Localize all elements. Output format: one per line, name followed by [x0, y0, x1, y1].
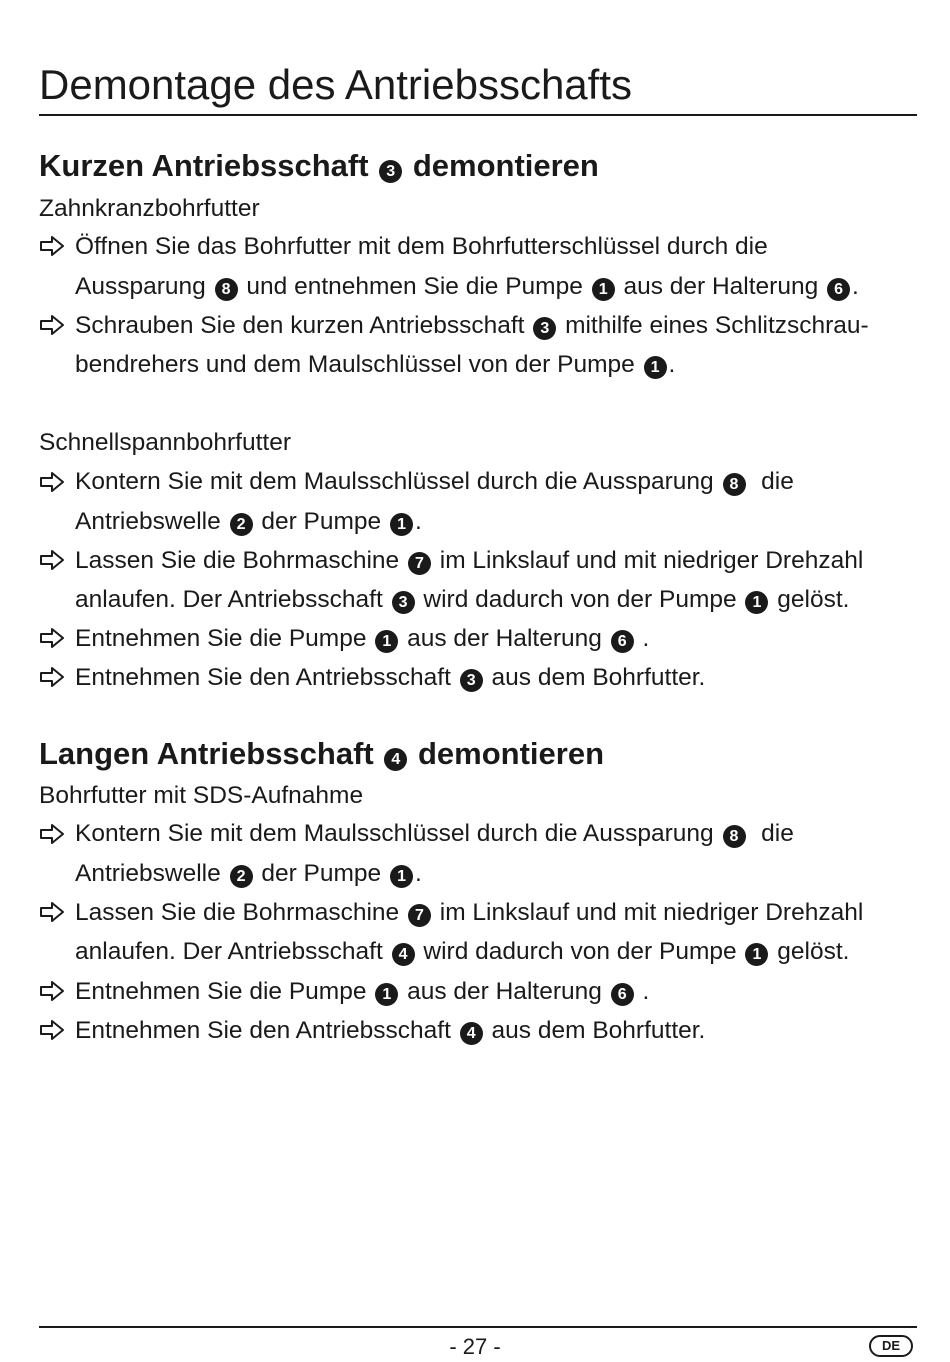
ref-number-badge: 1 — [592, 278, 615, 301]
instruction-line: Antriebswelle 2 der Pumpe 1 . — [75, 860, 422, 887]
section-heading-long-shaft: Langen Antriebsschaft 4 demontieren — [39, 736, 605, 771]
ref-number-badge: 7 — [408, 552, 431, 575]
instruction-line: Entnehmen Sie die Pumpe 1 aus der Halterung 6 . — [75, 978, 650, 1005]
arrow-right-icon — [39, 548, 65, 572]
ref-number-badge: 3 — [379, 160, 402, 183]
subheading-quick-chuck: Schnellspannbohrfutter — [39, 429, 291, 456]
instruction-line: Kontern Sie mit dem Maulsschlüssel durch die Aussparung 8 die — [75, 820, 794, 847]
ref-number-badge: 3 — [392, 591, 415, 614]
instruction-line: Lassen Sie die Bohrmaschine 7 im Linkslauf und mit niedriger Drehzahl — [75, 899, 864, 926]
ref-number-badge: 6 — [827, 278, 850, 301]
instruction-line: anlaufen. Der Antriebsschaft 3 wird dadurch von der Pumpe 1 gelöst. — [75, 586, 850, 613]
arrow-right-icon — [39, 665, 65, 689]
footer-divider — [39, 1326, 917, 1328]
ref-number-badge: 6 — [611, 983, 634, 1006]
ref-number-badge: 8 — [723, 473, 746, 496]
ref-number-badge: 3 — [460, 669, 483, 692]
ref-number-badge: 7 — [408, 904, 431, 927]
arrow-right-icon — [39, 626, 65, 650]
instruction-line: Entnehmen Sie den Antriebsschaft 4 aus dem Bohrfutter. — [75, 1017, 706, 1044]
ref-number-badge: 8 — [723, 825, 746, 848]
arrow-right-icon — [39, 1018, 65, 1042]
ref-number-badge: 1 — [375, 630, 398, 653]
ref-number-badge: 1 — [644, 356, 667, 379]
ref-number-badge: 1 — [745, 943, 768, 966]
instruction-line: Öffnen Sie das Bohrfutter mit dem Bohrfutterschlüssel durch die — [75, 233, 768, 260]
instruction-line: Antriebswelle 2 der Pumpe 1 . — [75, 508, 422, 535]
section-heading-short-shaft: Kurzen Antriebsschaft 3 demontieren — [39, 148, 599, 183]
ref-number-badge: 1 — [390, 865, 413, 888]
ref-number-badge: 4 — [384, 748, 407, 771]
arrow-right-icon — [39, 234, 65, 258]
instruction-line: Entnehmen Sie die Pumpe 1 aus der Halterung 6 . — [75, 625, 650, 652]
arrow-right-icon — [39, 470, 65, 494]
ref-number-badge: 4 — [392, 943, 415, 966]
ref-number-badge: 8 — [215, 278, 238, 301]
page-title: Demontage des Antriebsschafts — [39, 61, 633, 108]
ref-number-badge: 2 — [230, 513, 253, 536]
instruction-line: anlaufen. Der Antriebsschaft 4 wird dadurch von der Pumpe 1 gelöst. — [75, 938, 850, 965]
arrow-right-icon — [39, 979, 65, 1003]
subheading-sds-chuck: Bohrfutter mit SDS-Aufnahme — [39, 782, 364, 809]
instruction-line: Aussparung 8 und entnehmen Sie die Pumpe 1 aus der Halterung 6 . — [75, 273, 859, 300]
ref-number-badge: 2 — [230, 865, 253, 888]
ref-number-badge: 4 — [460, 1022, 483, 1045]
ref-number-badge: 1 — [745, 591, 768, 614]
arrow-right-icon — [39, 822, 65, 846]
ref-number-badge: 1 — [390, 513, 413, 536]
language-badge: DE — [869, 1335, 913, 1357]
arrow-right-icon — [39, 313, 65, 337]
instruction-line: bendrehers und dem Maulschlüssel von der Pumpe 1 . — [75, 351, 676, 378]
ref-number-badge: 1 — [375, 983, 398, 1006]
ref-number-badge: 3 — [533, 317, 556, 340]
page-number: - 27 - — [449, 1334, 501, 1359]
instruction-line: Schrauben Sie den kurzen Antriebsschaft 3 mithilfe eines Schlitzschrau- — [75, 312, 869, 339]
arrow-right-icon — [39, 900, 65, 924]
ref-number-badge: 6 — [611, 630, 634, 653]
subheading-gear-chuck: Zahnkranzbohrfutter — [39, 195, 260, 222]
title-divider — [39, 114, 917, 116]
instruction-line: Kontern Sie mit dem Maulsschlüssel durch die Aussparung 8 die — [75, 468, 794, 495]
instruction-line: Entnehmen Sie den Antriebsschaft 3 aus dem Bohrfutter. — [75, 664, 706, 691]
instruction-line: Lassen Sie die Bohrmaschine 7 im Linkslauf und mit niedriger Drehzahl — [75, 547, 864, 574]
